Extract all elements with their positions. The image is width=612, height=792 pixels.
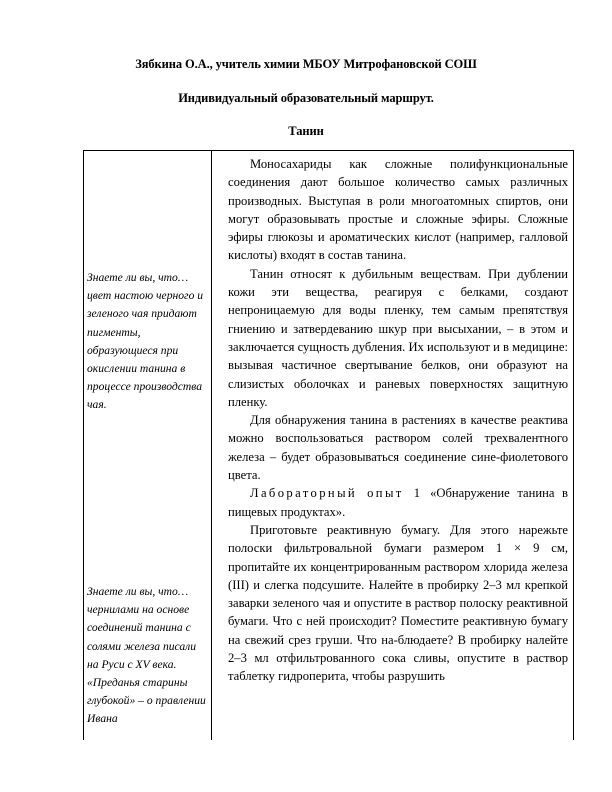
paragraph-monosaccharides: Моносахариды как сложные полифункциональные соединения дают большое количество самых различных производных. Выступая в роли многоатомных спиртов, они могут образовывать простые и сложные эфиры. Сложные эфиры глюкозы и ароматических кислот (например, галловой кислоты) входят в состав танина. (228, 157, 568, 263)
main-text (228, 155, 568, 686)
paragraph-lab-procedure: Приготовьте реактивную бумагу. Для этого нарежьте полоски фильтровальной бумаги размером 1 × 9 см, пропитайте их концентрированным раствором хлорида железа (III) и слегка подсушите. Налейте в пробирку 2–3 мл крепкой заварки зеленого чая и опустите в раствор полоску реактивной бумаги. Что с ней происходит? Поместите реактивную бумагу на свежий срез груши. Что на-блюдаете? В пробирку налейте 2–3 мл отфильтрованного сока сливы, опустите в раствор таблетку гидроперита, чтобы разрушить (228, 522, 568, 684)
column-divider (211, 150, 212, 740)
sidebar-fact-ink: Знаете ли вы, что… чернилами на основе соединений танина с солями железа писали на Руси с XV века. «Преданья старины глубокой» – о правлении Ивана (87, 585, 206, 726)
paragraph-tanning: Танин относят к дубильным веществам. При дублении кожи эти вещества, реагируя с белками, создают непроницаемую для воды пленку, тем самым препятствуя гниению и затвердеванию шкур при высыхании, – в этом и заключается сущность дубления. Их используют и в медицине: вызывая частичное свертывание белков, они образуют на слизистых оболочках и раневых поверхностях защитную пленку. (228, 266, 568, 409)
lab-name: «Обнаружение танина в пищевых продуктах». (228, 486, 569, 519)
route-title: Индивидуальный образовательный маршрут. (178, 91, 434, 105)
lab-heading (228, 484, 568, 521)
lab-title: Лабораторный опыт 1 (250, 486, 423, 501)
paragraph-detection: Для обнаружения танина в растениях в качестве реактива можно воспользоваться раствором солей трехвалентного железа – будет образовываться соединение сине-фиолетового цвета. (228, 413, 568, 483)
author-line: Зябкина О.А., учитель химии МБОУ Митрофановской СОШ (135, 57, 477, 71)
sidebar-fact-tea: Знаете ли вы, что… цвет настою черного и зеленого чая придают пигменты, образующиеся при окислении танина в процессе производства чая. (87, 271, 204, 412)
topic-title: Танин (288, 124, 324, 138)
